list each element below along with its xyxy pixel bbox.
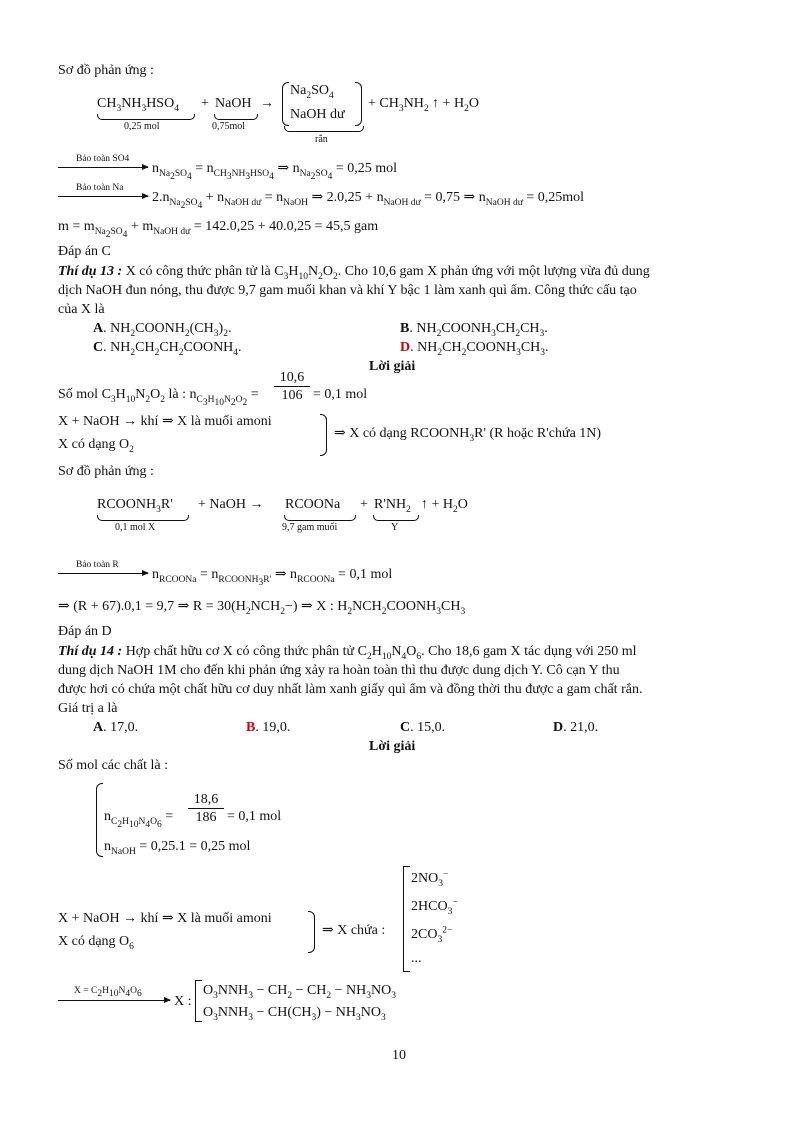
q13-solution-title: Lời giải xyxy=(369,359,416,374)
q13-line-2: dịch NaOH đun nóng, thu được 9,7 gam muối khan và khí Y bậc 1 làm xanh quì ẩm. Công thức cấu tạo xyxy=(58,283,637,298)
answer-2: Đáp án D xyxy=(58,624,112,639)
q14-option-a[interactable]: A. 17,0. xyxy=(93,720,139,735)
equation-so4: $n_{Na_2SO_4} = n_{CH_3NH_3HSO_4}$ ⇒ $n_{Na_2SO_4} = 0,25$ mol xyxy=(152,161,397,182)
products-rest: + $CH_3NH_2$ ↑ + $H_2O$ xyxy=(368,96,479,114)
q13-option-d[interactable]: D. $NH_2CH_2COONH_3CH_3$. xyxy=(400,340,549,358)
q13-underbrace-p2 xyxy=(373,515,419,521)
q14-line-3: được hơi có chứa một chất hữu cơ duy nhất làm xanh giấy quì ẩm và đồng thời thu được a gam chất rắn. xyxy=(58,682,643,697)
underbrace-reactant-1 xyxy=(97,114,195,120)
right-brace-products xyxy=(355,82,362,126)
q14-option-c[interactable]: C. 15,0. xyxy=(400,720,446,735)
q13-r1-amount: 0,1 mol X xyxy=(115,522,156,533)
reactant-1-amount: 0,25 mol xyxy=(124,121,160,132)
reactant-2-amount: 0,75mol xyxy=(212,121,246,132)
q14-mol-result: = 0,1 mol xyxy=(227,809,282,824)
q14-solution-title: Lời giải xyxy=(369,739,416,754)
q14-mol-title: Số mol các chất là : xyxy=(58,758,169,773)
q13-scheme-p1: RCOONa xyxy=(285,497,341,512)
q13-scheme-p2: $R'NH_2$ xyxy=(374,497,411,515)
arrow-na xyxy=(58,196,148,197)
reactant-ch3nh3hso4: $CH_3NH_3HSO_4$ xyxy=(97,96,179,114)
q14-ion-1: $2NO_3^-$ xyxy=(411,869,449,889)
q13-label: Thí dụ 13 : xyxy=(58,264,123,279)
scheme-title: Sơ đồ phản ứng : xyxy=(58,63,154,78)
q14-ion-bracket xyxy=(403,866,410,972)
q13-cond-2: X có dạng $O_2$ xyxy=(58,437,134,455)
q13-p1-amount: 9,7 gam muối xyxy=(282,522,338,533)
equation-mass: $m = m_{Na_2SO_4} + m_{NaOH dư} = 142.0,25 + 40.0,25 = 45,5$ gam xyxy=(58,219,379,240)
q13-equation-r: $n_{RCOONa} = n_{RCOONH_3R'}$ ⇒ $n_{RCOONa} = 0,1$ mol xyxy=(152,567,393,588)
q13-equation-final: ⇒ (R + 67).0,1 = 9,7 ⇒ $R = 30(H_2NCH_2-)$ ⇒ X : $H_2NCH_2COONH_3CH_3$ xyxy=(58,599,466,617)
q13-line-1: Thí dụ 13 : X có công thức phân tử là $C_3H_{10}N_2O_2$. Cho 10,6 gam X phản ứng với một lượng vừa đủ dung xyxy=(58,264,650,282)
q14-mol-brace xyxy=(96,783,103,857)
left-brace-products xyxy=(282,82,289,126)
product-naoh-du: NaOH dư xyxy=(290,107,345,122)
q14-struct-1: $O_3NNH_3 - CH_2 - CH_2 - NH_3NO_3$ xyxy=(203,983,397,1001)
q13-mol-fraction: $\frac{10,6}{106}$ xyxy=(274,369,310,404)
q14-mol-fraction: $\frac{18,6}{186}$ xyxy=(188,791,224,826)
reactant-naoh: NaOH xyxy=(215,96,252,111)
q13-arrow-r xyxy=(58,573,148,574)
q13-scheme-title: Sơ đồ phản ứng : xyxy=(58,464,154,479)
q13-option-a[interactable]: A. $NH_2COONH_2(CH_3)_2$. xyxy=(93,321,232,339)
q14-struct-bracket xyxy=(195,980,202,1022)
q14-cond-result: ⇒ X chứa : xyxy=(322,923,386,938)
q14-line-2: dung dịch NaOH 1M cho đến khi phản ứng xảy ra hoàn toàn thì thu được dung dịch Y. Cô cạn Y thu xyxy=(58,663,620,678)
q13-underbrace-r1 xyxy=(97,515,189,521)
reaction-arrow: → xyxy=(260,96,274,111)
q14-mol-x: $n_{C_2H_{10}N_4O_6}$ = xyxy=(104,809,174,830)
q14-label: Thí dụ 14 : xyxy=(58,644,123,659)
q13-scheme-rest: ↑ + $H_2O$ xyxy=(421,497,468,515)
q13-plus: + xyxy=(360,497,368,512)
q14-ion-2: $2HCO_3^-$ xyxy=(411,897,458,917)
q14-arrow-label: $X = C_2H_{10}N_4O_6$ xyxy=(74,986,142,999)
q13-scheme-r2: + NaOH → xyxy=(198,497,264,512)
q14-mol-naoh: $n_{NaOH} = 0,25.1 = 0,25$ mol xyxy=(104,839,251,857)
q14-line-1: Thí dụ 14 : Hợp chất hữu cơ X có công thức phân tử $C_2H_{10}N_4O_6$. Cho 18,6 gam X tác dụng với 250 ml xyxy=(58,644,637,662)
q14-struct-2: $O_3NNH_3 - CH(CH_3) - NH_3NO_3$ xyxy=(203,1005,386,1023)
q14-option-b[interactable]: B. 19,0. xyxy=(246,720,291,735)
products-label: rắn xyxy=(315,134,328,145)
q13-option-b[interactable]: B. $NH_2COONH_3CH_2CH_3$. xyxy=(400,321,548,339)
underbrace-reactant-2 xyxy=(214,114,258,120)
q14-cond-1: X + NaOH → khí ⇒ X là muối amoni xyxy=(58,911,272,926)
q13-scheme-r1: $RCOONH_3R'$ xyxy=(97,497,173,515)
q13-option-c[interactable]: C. $NH_2CH_2CH_2COONH_4$. xyxy=(93,340,242,358)
q14-struct-prefix: X : xyxy=(174,994,192,1009)
arrow-label-so4: Bảo toàn SO4 xyxy=(76,154,130,164)
q14-option-d[interactable]: D. 21,0. xyxy=(553,720,599,735)
product-na2so4: $Na_2SO_4$ xyxy=(290,83,334,101)
arrow-so4 xyxy=(58,167,148,168)
q13-underbrace-p1 xyxy=(284,515,356,521)
equation-na: $2.n_{Na_2SO_4} + n_{NaOH dư} = n_{NaOH}$ ⇒ $2.0,25 + n_{NaOH dư} = 0,75$ ⇒ $n_{NaOH dư} = 0,25mol$ xyxy=(152,190,585,211)
q14-ion-3: $2CO_3^{2-}$ xyxy=(411,925,453,945)
q13-cond-1: X + NaOH → khí ⇒ X là muối amoni xyxy=(58,414,272,429)
q14-line-4: Giá trị a là xyxy=(58,701,118,716)
page-number: 10 xyxy=(392,1048,406,1063)
underbrace-products xyxy=(284,126,364,132)
q14-cond-brace xyxy=(308,911,315,953)
q14-cond-2: X có dạng $O_6$ xyxy=(58,934,134,952)
q14-ion-4: ... xyxy=(411,951,422,966)
plus-sign: + xyxy=(201,96,209,111)
q13-cond-result: ⇒ X có dạng $RCOONH_3R'$ (R hoặc R'chứa 1N) xyxy=(334,426,602,444)
q13-cond-brace xyxy=(320,414,327,456)
q13-mol-text: Số mol $C_3H_{10}N_2O_2$ là : $n_{C_3H_{10}N_2O_2}$ = xyxy=(58,387,259,408)
q13-line-3: của X là xyxy=(58,302,105,317)
q13-p2-label: Y xyxy=(391,522,399,533)
q13-mol-result: = 0,1 mol xyxy=(313,387,368,402)
q13-arrow-label-r: Bảo toàn R xyxy=(76,560,119,570)
q14-arrow xyxy=(58,1000,170,1001)
arrow-label-na: Bảo toàn Na xyxy=(76,183,124,193)
answer-1: Đáp án C xyxy=(58,244,111,259)
